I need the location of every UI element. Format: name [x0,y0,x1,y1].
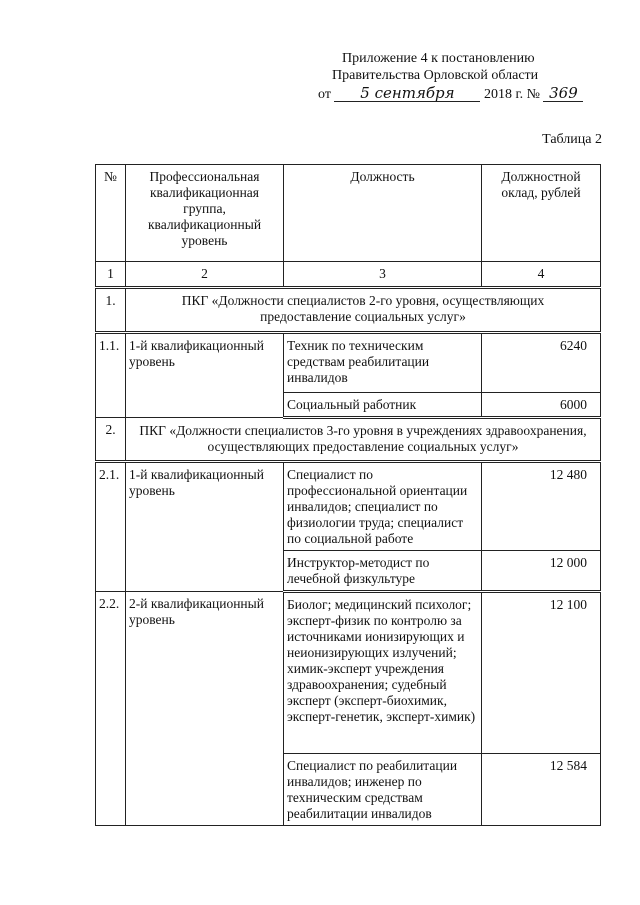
year-label: 2018 г. [483,87,524,102]
level-name: 2-й квалификационный уровень [129,596,264,627]
col-number: 1 [107,266,114,281]
salary-table [95,164,601,826]
number-sign: № [526,87,540,102]
section-row [96,288,601,333]
table-row [96,462,601,551]
column-number-row [96,262,601,288]
handwritten-number: 369 [543,85,583,102]
position-cell: Инструктор-методист по лечебной физкультуре [287,555,430,586]
table-row [96,333,601,393]
salary-cell: 12 000 [549,555,587,570]
header-group: Профессиональная квалификационная группа, квалификационный уровень [147,169,262,248]
position-cell: Специалист по профессиональной ориентации инвалидов; специалист по физиологии труда; специалист по социальной работе [287,467,468,546]
level-name: 1-й квалификационный уровень [129,338,264,369]
section-row [96,418,601,462]
position-cell: Социальный работник [287,397,417,412]
salary-cell: 12 480 [549,467,587,482]
header-salary: Должностной оклад, рублей [501,169,581,200]
level-no: 1.1. [99,338,120,353]
salary-cell: 6000 [560,397,587,412]
header-no: № [104,169,117,184]
from-label: от [318,87,331,102]
col-number: 4 [537,266,545,281]
level-no: 2.2. [99,596,120,611]
salary-cell: 12 584 [549,758,587,773]
position-cell: Биолог; медицинский психолог; эксперт-физик по контролю за источниками ионизирующих и неионизирующих излучений; химик-эксперт учреждения здравоохранения; судебный эксперт (эксперт-биохимик, эксперт-генетик, эксперт-химик) [287,597,476,724]
col-number: 3 [379,266,386,281]
government-line: Правительства Орловской области [332,68,539,83]
appendix-line: Приложение 4 к постановлению [342,51,535,66]
header-position: Должность [350,169,415,184]
table-row [96,592,601,754]
position-cell: Техник по техническим средствам реабилитации инвалидов [287,338,430,385]
salary-cell: 6240 [560,338,587,353]
date-number-line [318,85,618,103]
position-cell: Специалист по реабилитации инвалидов; инженер по техническим средствам реабилитации инвалидов [287,758,458,821]
section-title: ПКГ «Должности специалистов 2-го уровня, осуществляющих предоставление социальных услуг» [181,293,545,324]
document-header [318,50,618,103]
handwritten-date: 5 сентября [334,85,480,102]
section-title: ПКГ «Должности специалистов 3-го уровня в учреждениях здравоохранения, осуществляющих предоставление социальных услуг» [139,423,587,454]
level-no: 2.1. [99,467,120,482]
salary-cell: 12 100 [549,597,587,612]
section-no: 1. [105,293,116,308]
section-no: 2. [105,422,116,437]
level-name: 1-й квалификационный уровень [129,467,264,498]
header-row [96,165,601,262]
table-caption: Таблица 2 [542,132,602,147]
col-number: 2 [201,266,208,281]
